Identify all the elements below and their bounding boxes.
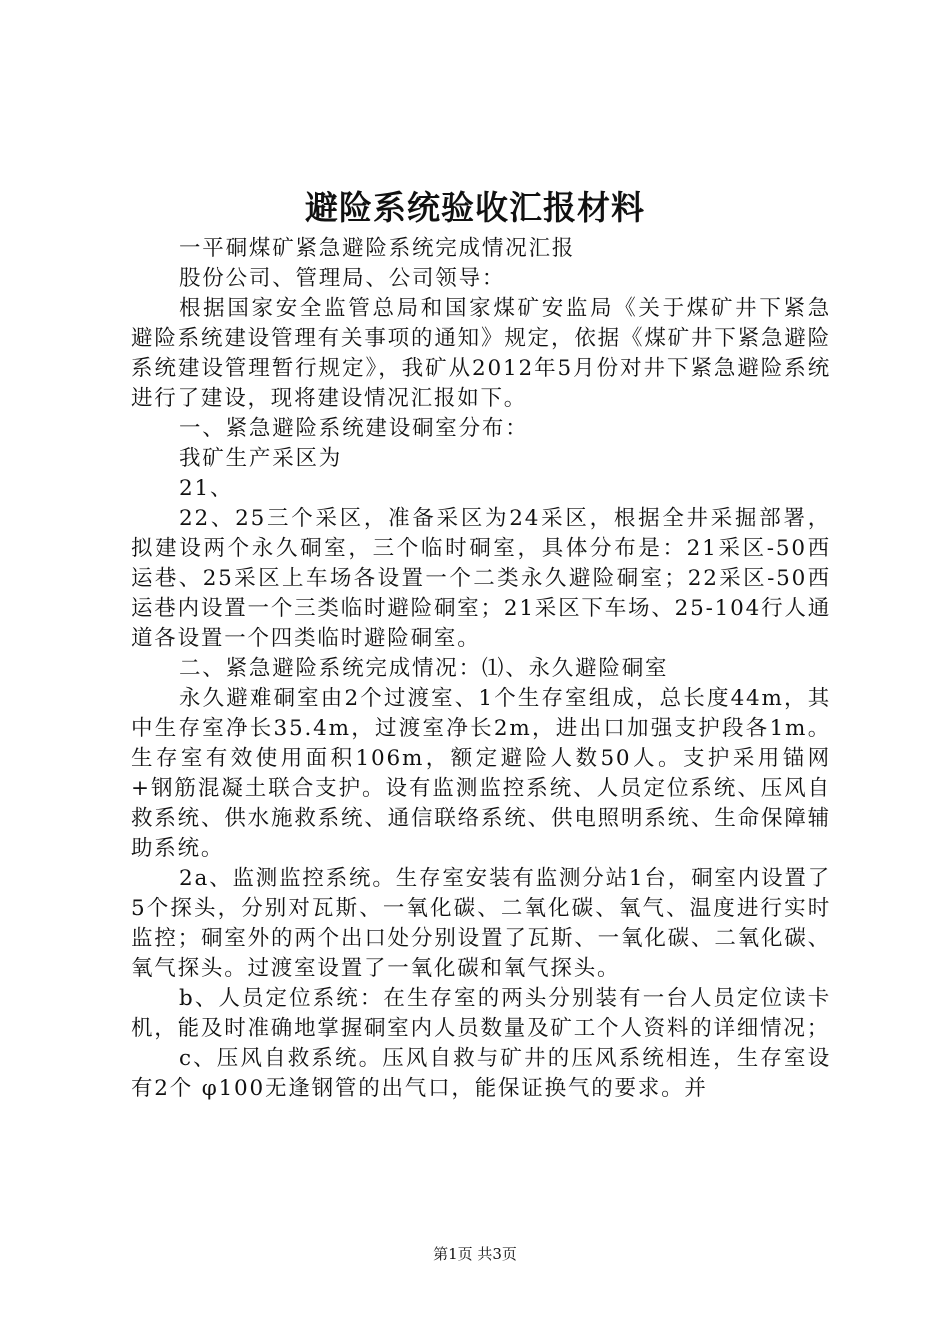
body-paragraph: 2a、监测监控系统。生存室安装有监测分站1台，硐室内设置了5个探头，分别对瓦斯、一氧化碳、二氧化碳、氧气、温度进行实时监控；硐室外的两个出口处分别设置了瓦斯、一氧化碳、二氧化碳、氧气探头。过渡室设置了一氧化碳和氧气探头。 (131, 866, 831, 981)
body-paragraph: 根据国家安全监管总局和国家煤矿安监局《关于煤矿井下紧急避险系统建设管理有关事项的通知》规定，依据《煤矿井下紧急避险系统建设管理暂行规定》，我矿从2012年5月份对井下紧急避险系统进行了建设，现将建设情况汇报如下。 (131, 296, 831, 411)
body-paragraph: c、压风自救系统。压风自救与矿井的压风系统相连，生存室设有2个 φ100无逢钢管的出气口，能保证换气的要求。并 (131, 1046, 831, 1101)
document-body (131, 234, 831, 1104)
section-heading-1: 一、紧急避险系统建设硐室分布： (179, 416, 529, 441)
salutation: 股份公司、管理局、公司领导： (179, 266, 506, 291)
body-paragraph: 22、25三个采区，准备采区为24采区，根据全井采掘部署，拟建设两个永久硐室，三个临时硐室，具体分布是：21采区-50西运巷、25采区上车场各设置一个二类永久避险硐室；22采区-50西运巷内设置一个三类临时避险硐室；21采区下车场、25-104行人通道各设置一个四类临时避险硐室。 (131, 506, 831, 651)
body-paragraph: 永久避难硐室由2个过渡室、1个生存室组成，总长度44m，其中生存室净长35.4m，过渡室净长2m，进出口加强支护段各1m。生存室有效使用面积106m，额定避险人数50人。支护采用锚网+钢筋混凝土联合支护。设有监测监控系统、人员定位系统、压风自救系统、供水施救系统、通信联络系统、供电照明系统、生命保障辅助系统。 (131, 686, 831, 861)
body-paragraph: b、人员定位系统：在生存室的两头分别装有一台人员定位读卡机，能及时准确地掌握硐室内人员数量及矿工个人资料的详细情况； (131, 986, 831, 1041)
report-subtitle: 一平硐煤矿紧急避险系统完成情况汇报 (179, 236, 576, 261)
body-paragraph: 我矿生产采区为 (179, 446, 343, 471)
body-paragraph: 21、 (179, 476, 234, 501)
section-heading-2: 二、紧急避险系统完成情况：⑴、永久避险硐室 (179, 656, 669, 681)
page-footer: 第1页 共3页 (433, 1245, 517, 1263)
document-title: 避险系统验收汇报材料 (305, 188, 645, 227)
